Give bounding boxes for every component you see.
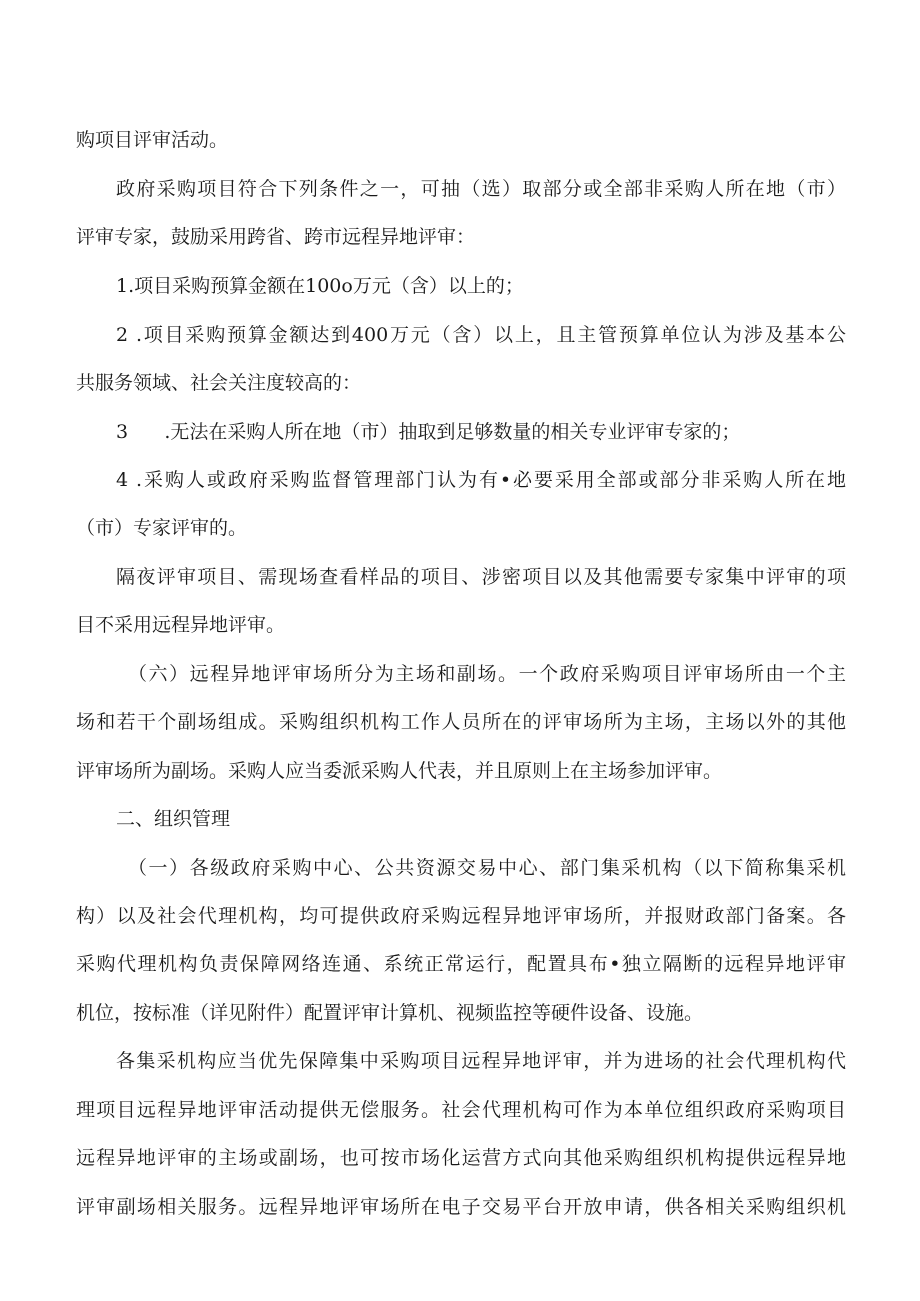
paragraph-line: （市）专家评审的。 bbox=[76, 517, 248, 539]
list-item-2: 2 .项目采购预算金额达到400万元（含）以上，且主管预算单位认为涉及基本公 bbox=[116, 324, 846, 346]
paragraph-line: 机位，按标准（详见附件）配置评审计算机、视频监控等硬件设备、设施。 bbox=[76, 1002, 704, 1024]
list-item-3: 3 .无法在采购人所在地（市）抽取到足够数量的相关专业评审专家的； bbox=[116, 421, 741, 443]
paragraph-line: 构）以及社会代理机构，均可提供政府采购远程异地评审场所，并报财政部门备案。各 bbox=[76, 905, 846, 927]
paragraph-line: 政府采购项目符合下列条件之一，可抽（选）取部分或全部非采购人所在地（市） bbox=[116, 178, 846, 200]
list-item-1: 1.项目采购预算金额在100o万元（含）以上的； bbox=[116, 275, 524, 297]
paragraph-line: 场和若干个副场组成。采购组织机构工作人员所在的评审场所为主场，主场以外的其他 bbox=[76, 711, 846, 733]
paragraph-line: 目不采用远程异地评审。 bbox=[76, 614, 286, 636]
paragraph-line: 理项目远程异地评审活动提供无偿服务。社会代理机构可作为本单位组织政府采购项目 bbox=[76, 1099, 846, 1121]
list-item-4: 4 .采购人或政府采购监督管理部门认为有•必要采用全部或部分非采购人所在地 bbox=[116, 469, 846, 491]
paragraph-line: 评审专家，鼓励采用跨省、跨市远程异地评审： bbox=[76, 226, 476, 248]
paragraph-line: 共服务领域、社会关注度较高的： bbox=[76, 372, 362, 394]
paragraph-line: 隔夜评审项目、需现场查看样品的项目、涉密项目以及其他需要专家集中评审的项 bbox=[116, 566, 846, 588]
paragraph-line: 采购代理机构负责保障网络连通、系统正常运行，配置具布•独立隔断的远程异地评审 bbox=[76, 953, 846, 975]
section-heading: 二、组织管理 bbox=[116, 808, 231, 830]
paragraph-line: 远程异地评审的主场或副场，也可按市场化运营方式向其他采购组织机构提供远程异地 bbox=[76, 1147, 846, 1169]
paragraph-line: 评审副场相关服务。远程异地评审场所在电子交易平台开放申请，供各相关采购组织机 bbox=[76, 1196, 846, 1218]
section-6-line: （六）远程异地评审场所分为主场和副场。一个政府采购项目评审场所由一个主 bbox=[128, 663, 846, 685]
paragraph-line: 购项目评审活动。 bbox=[76, 129, 229, 151]
paragraph-line: 评审场所为副场。采购人应当委派采购人代表，并且原则上在主场参加评审。 bbox=[76, 760, 723, 782]
section-1-line: （一）各级政府采购中心、公共资源交易中心、部门集采机构（以下简称集采机 bbox=[128, 857, 846, 879]
paragraph-line: 各集采机构应当优先保障集中采购项目远程异地评审，并为进场的社会代理机构代 bbox=[116, 1050, 846, 1072]
